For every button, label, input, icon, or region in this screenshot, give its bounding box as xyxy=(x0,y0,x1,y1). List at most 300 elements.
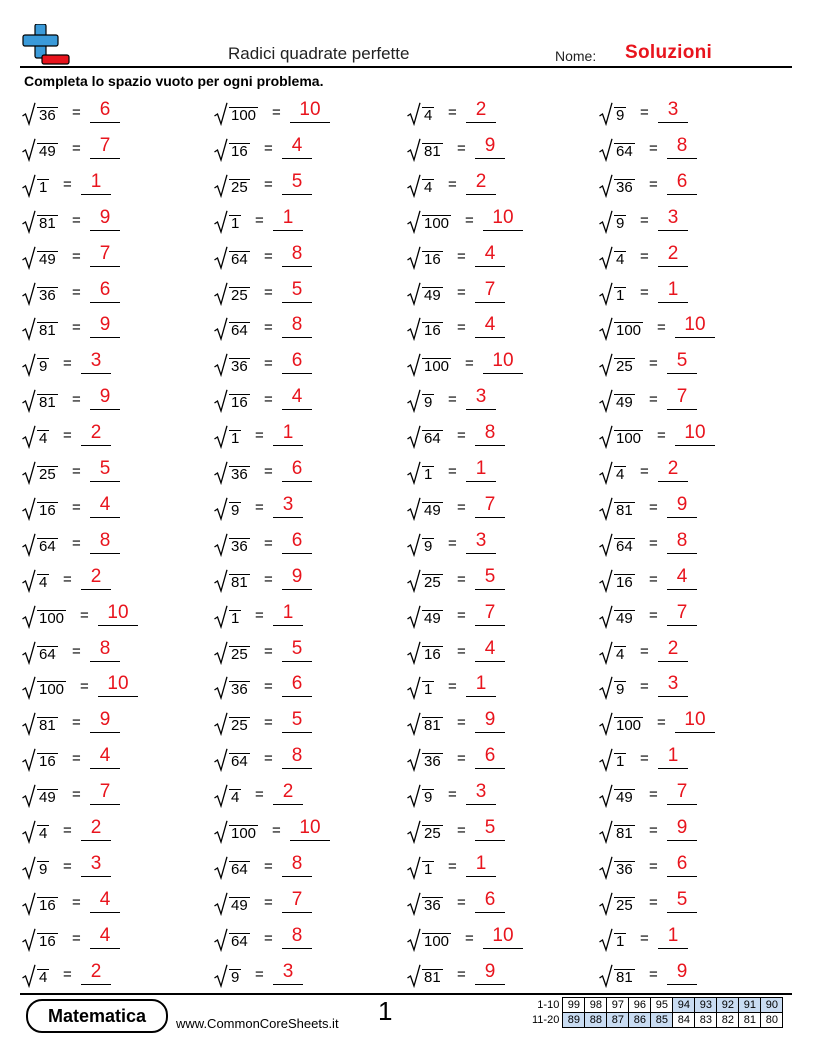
square-root-icon xyxy=(599,641,613,665)
square-root-icon xyxy=(22,497,36,521)
equals-sign: = xyxy=(264,283,273,301)
square-root-icon xyxy=(407,533,421,557)
equals-sign: = xyxy=(264,929,273,947)
equals-sign: = xyxy=(457,319,466,337)
answer-blank[interactable]: 2 xyxy=(466,100,496,123)
answer-blank[interactable]: 8 xyxy=(282,315,312,338)
equals-sign: = xyxy=(640,283,649,301)
square-root-icon xyxy=(214,425,228,449)
radical-expression xyxy=(214,712,250,736)
score-cell: 98 xyxy=(585,998,607,1013)
radical-expression xyxy=(599,389,635,413)
answer-blank[interactable]: 7 xyxy=(90,244,120,267)
radical-expression xyxy=(599,676,626,700)
answer-blank[interactable]: 2 xyxy=(658,459,688,482)
square-root-icon xyxy=(599,964,613,988)
answer-blank[interactable]: 6 xyxy=(475,746,505,769)
square-root-icon xyxy=(22,174,36,198)
answer-blank[interactable]: 1 xyxy=(273,603,303,626)
radicand: 1 xyxy=(424,681,433,699)
answer-blank[interactable]: 9 xyxy=(475,962,505,985)
answer-blank[interactable]: 9 xyxy=(475,710,505,733)
equals-sign: = xyxy=(649,355,658,373)
radicand: 25 xyxy=(231,645,248,663)
radicand: 1 xyxy=(616,932,625,950)
answer-blank[interactable]: 2 xyxy=(658,244,688,267)
answer-blank[interactable]: 5 xyxy=(282,172,312,195)
answer-blank[interactable]: 10 xyxy=(98,603,138,626)
equals-sign: = xyxy=(649,534,658,552)
equals-sign: = xyxy=(649,391,658,409)
radicand: 64 xyxy=(39,537,56,555)
radical-expression xyxy=(407,353,451,377)
radicand: 100 xyxy=(39,609,65,627)
radicand: 100 xyxy=(231,107,257,124)
answer-blank[interactable]: 9 xyxy=(90,710,120,733)
answer-blank[interactable]: 1 xyxy=(273,208,303,231)
radicand: 81 xyxy=(424,717,441,735)
radical-expression xyxy=(407,964,443,988)
equals-sign: = xyxy=(72,104,81,121)
radicand: 49 xyxy=(39,142,56,160)
answer-blank[interactable]: 10 xyxy=(675,315,715,338)
radicand: 100 xyxy=(616,430,642,448)
answer-blank[interactable]: 3 xyxy=(81,351,111,374)
radical-expression xyxy=(599,102,626,126)
equals-sign: = xyxy=(457,893,466,911)
equals-sign: = xyxy=(457,606,466,624)
answer-blank[interactable]: 7 xyxy=(475,280,505,303)
answer-blank[interactable]: 2 xyxy=(273,782,303,805)
answer-blank[interactable]: 8 xyxy=(282,854,312,877)
radical-expression xyxy=(22,964,49,988)
answer-blank[interactable]: 10 xyxy=(290,100,330,123)
radicand: 81 xyxy=(616,968,633,986)
radical-expression xyxy=(214,856,250,880)
square-root-icon xyxy=(214,676,228,700)
answer-blank[interactable]: 10 xyxy=(675,423,715,446)
answer-blank[interactable]: 7 xyxy=(667,782,697,805)
equals-sign: = xyxy=(457,283,466,301)
square-root-icon xyxy=(407,856,421,880)
equals-sign: = xyxy=(80,606,89,624)
answer-blank[interactable]: 2 xyxy=(658,639,688,662)
equals-sign: = xyxy=(264,319,273,337)
radicand: 16 xyxy=(424,250,441,268)
radical-expression xyxy=(22,353,49,377)
answer-blank[interactable]: 2 xyxy=(81,423,111,446)
answer-blank[interactable]: 10 xyxy=(483,208,523,231)
square-root-icon xyxy=(599,712,613,736)
radicand: 9 xyxy=(424,789,433,807)
square-root-icon xyxy=(214,605,228,629)
radicand: 25 xyxy=(39,466,56,483)
radical-expression xyxy=(407,102,434,126)
equals-sign: = xyxy=(465,929,474,947)
equals-sign: = xyxy=(72,319,81,337)
square-root-icon xyxy=(599,748,613,772)
radical-expression xyxy=(22,820,49,844)
answer-blank[interactable]: 10 xyxy=(483,351,523,374)
equals-sign: = xyxy=(264,642,273,660)
equals-sign: = xyxy=(264,355,273,373)
square-root-icon xyxy=(407,748,421,772)
score-cell: 94 xyxy=(673,998,695,1013)
radicand: 36 xyxy=(231,537,248,555)
answer-blank[interactable]: 8 xyxy=(90,531,120,554)
radicand: 16 xyxy=(231,142,248,160)
answer-blank[interactable]: 8 xyxy=(282,244,312,267)
answer-blank[interactable]: 4 xyxy=(90,890,120,913)
radicand: 49 xyxy=(39,789,56,807)
answer-blank[interactable]: 2 xyxy=(466,172,496,195)
square-root-icon xyxy=(214,964,228,988)
radical-expression xyxy=(214,784,241,808)
radical-expression xyxy=(214,246,250,270)
square-root-icon xyxy=(22,964,36,988)
equals-sign: = xyxy=(465,355,474,373)
radicand: 64 xyxy=(231,753,248,771)
equals-sign: = xyxy=(657,714,666,732)
radicand: 9 xyxy=(39,358,48,376)
radical-expression xyxy=(407,389,434,413)
square-root-icon xyxy=(599,605,613,629)
radical-expression xyxy=(214,748,250,772)
radicand: 100 xyxy=(424,214,450,232)
answer-blank[interactable]: 3 xyxy=(273,962,303,985)
answer-blank[interactable]: 1 xyxy=(658,926,688,949)
answer-blank[interactable]: 7 xyxy=(282,890,312,913)
answer-blank[interactable]: 10 xyxy=(290,818,330,841)
answer-blank[interactable]: 8 xyxy=(90,639,120,662)
answer-blank[interactable]: 9 xyxy=(282,567,312,590)
answer-blank[interactable]: 4 xyxy=(667,567,697,590)
radical-expression xyxy=(407,856,434,880)
radical-expression xyxy=(599,353,635,377)
radicand: 81 xyxy=(424,968,441,986)
answer-blank[interactable]: 9 xyxy=(667,818,697,841)
square-root-icon xyxy=(214,461,228,485)
answer-blank[interactable]: 5 xyxy=(90,459,120,482)
radicand: 81 xyxy=(616,501,633,519)
equals-sign: = xyxy=(72,211,81,229)
answer-blank[interactable]: 3 xyxy=(466,387,496,410)
radical-expression xyxy=(599,533,635,557)
radicand: 100 xyxy=(424,358,450,376)
answer-blank[interactable]: 7 xyxy=(90,782,120,805)
square-root-icon xyxy=(214,641,228,665)
answer-blank[interactable]: 3 xyxy=(658,100,688,123)
square-root-icon xyxy=(407,102,421,126)
radical-expression xyxy=(214,210,241,234)
equals-sign: = xyxy=(255,786,264,804)
square-root-icon xyxy=(599,389,613,413)
radicand: 49 xyxy=(616,394,633,412)
score-cell: 91 xyxy=(739,998,761,1013)
radical-expression xyxy=(407,641,443,665)
brand-badge: Matematica xyxy=(26,999,168,1033)
radicand: 1 xyxy=(616,753,625,771)
square-root-icon xyxy=(22,712,36,736)
equals-sign: = xyxy=(448,104,457,121)
radical-expression xyxy=(599,892,635,916)
radicand: 36 xyxy=(231,681,248,699)
square-root-icon xyxy=(599,353,613,377)
radicand: 16 xyxy=(39,753,56,771)
square-root-icon xyxy=(214,282,228,306)
square-root-icon xyxy=(407,425,421,449)
equals-sign: = xyxy=(649,786,658,804)
answer-blank[interactable]: 9 xyxy=(475,136,505,159)
equals-sign: = xyxy=(649,570,658,588)
answer-blank[interactable]: 3 xyxy=(466,782,496,805)
answer-blank[interactable]: 10 xyxy=(675,710,715,733)
answer-blank[interactable]: 7 xyxy=(475,603,505,626)
answer-blank[interactable]: 4 xyxy=(475,244,505,267)
answer-blank[interactable]: 7 xyxy=(90,136,120,159)
radical-expression xyxy=(407,712,443,736)
radicand: 64 xyxy=(39,645,56,663)
equals-sign: = xyxy=(264,534,273,552)
answer-blank[interactable]: 2 xyxy=(81,567,111,590)
radical-expression xyxy=(407,892,443,916)
answer-blank[interactable]: 7 xyxy=(667,603,697,626)
square-root-icon xyxy=(407,569,421,593)
radicand: 9 xyxy=(424,394,433,412)
equals-sign: = xyxy=(63,175,72,193)
radicand: 1 xyxy=(424,860,433,878)
answer-blank[interactable]: 8 xyxy=(667,531,697,554)
answer-blank[interactable]: 6 xyxy=(282,531,312,554)
equals-sign: = xyxy=(640,929,649,947)
answer-blank[interactable]: 6 xyxy=(667,854,697,877)
square-root-icon xyxy=(599,102,613,126)
equals-sign: = xyxy=(255,965,264,983)
name-value: Soluzioni xyxy=(625,42,713,63)
radical-expression xyxy=(214,282,250,306)
radicand: 9 xyxy=(616,681,625,699)
answer-blank[interactable]: 1 xyxy=(658,280,688,303)
equals-sign: = xyxy=(80,678,89,696)
square-root-icon xyxy=(22,856,36,880)
answer-blank[interactable]: 5 xyxy=(475,818,505,841)
radicand: 49 xyxy=(39,250,56,268)
radicand: 1 xyxy=(231,214,240,232)
radical-expression xyxy=(214,964,241,988)
answer-blank[interactable]: 5 xyxy=(282,710,312,733)
answer-blank[interactable]: 6 xyxy=(282,459,312,482)
answer-blank[interactable]: 6 xyxy=(667,172,697,195)
equals-sign: = xyxy=(264,714,273,732)
square-root-icon xyxy=(599,138,613,162)
answer-blank[interactable]: 6 xyxy=(90,280,120,303)
radical-expression xyxy=(599,317,643,341)
answer-blank[interactable]: 9 xyxy=(90,208,120,231)
radicand: 16 xyxy=(39,501,56,519)
equals-sign: = xyxy=(457,139,466,157)
answer-blank[interactable]: 9 xyxy=(667,962,697,985)
equals-sign: = xyxy=(63,427,72,445)
radicand: 36 xyxy=(231,358,248,376)
radical-expression xyxy=(214,138,250,162)
equals-sign: = xyxy=(649,857,658,875)
radical-expression xyxy=(599,641,626,665)
equals-sign: = xyxy=(640,463,649,480)
answer-blank[interactable]: 6 xyxy=(282,351,312,374)
answer-blank[interactable]: 4 xyxy=(282,136,312,159)
equals-sign: = xyxy=(448,857,457,875)
square-root-icon xyxy=(407,892,421,916)
answer-blank[interactable]: 5 xyxy=(475,567,505,590)
square-root-icon xyxy=(214,784,228,808)
equals-sign: = xyxy=(640,211,649,229)
equals-sign: = xyxy=(640,642,649,660)
equals-sign: = xyxy=(264,570,273,588)
radical-expression xyxy=(407,282,443,306)
score-range-label: 1-10 xyxy=(537,999,560,1011)
radicand: 36 xyxy=(424,896,441,914)
answer-blank[interactable]: 5 xyxy=(282,280,312,303)
answer-blank[interactable]: 10 xyxy=(483,926,523,949)
equals-sign: = xyxy=(457,822,466,839)
radical-expression xyxy=(214,676,250,700)
equals-sign: = xyxy=(72,786,81,804)
square-root-icon xyxy=(407,246,421,270)
answer-blank[interactable]: 1 xyxy=(658,746,688,769)
radical-expression xyxy=(214,317,250,341)
answer-blank[interactable]: 9 xyxy=(90,387,120,410)
square-root-icon xyxy=(599,892,613,916)
radicand: 16 xyxy=(231,394,248,412)
square-root-icon xyxy=(407,820,421,844)
answer-blank[interactable]: 6 xyxy=(475,890,505,913)
radical-expression xyxy=(22,892,58,916)
answer-blank[interactable]: 3 xyxy=(81,854,111,877)
radicand: 81 xyxy=(424,142,441,160)
answer-blank[interactable]: 4 xyxy=(475,639,505,662)
page-title: Radici quadrate perfette xyxy=(228,44,410,63)
square-root-icon xyxy=(22,282,36,306)
equals-sign: = xyxy=(72,893,81,911)
radical-expression xyxy=(22,676,66,700)
equals-sign: = xyxy=(649,498,658,516)
answer-blank[interactable]: 1 xyxy=(81,172,111,195)
radical-expression xyxy=(214,353,250,377)
radical-expression xyxy=(22,461,58,485)
equals-sign: = xyxy=(264,857,273,875)
equals-sign: = xyxy=(448,786,457,804)
equals-sign: = xyxy=(63,355,72,373)
radicand: 4 xyxy=(231,789,240,807)
square-root-icon xyxy=(599,533,613,557)
square-root-icon xyxy=(599,210,613,234)
answer-blank[interactable]: 1 xyxy=(466,674,496,697)
square-root-icon xyxy=(599,820,613,844)
equals-sign: = xyxy=(72,498,81,516)
answer-blank[interactable]: 8 xyxy=(475,423,505,446)
answer-blank[interactable]: 3 xyxy=(466,531,496,554)
answer-blank[interactable]: 2 xyxy=(81,962,111,985)
radical-expression xyxy=(407,928,451,952)
radical-expression xyxy=(214,892,250,916)
score-row xyxy=(530,998,783,1013)
answer-blank[interactable]: 5 xyxy=(667,890,697,913)
radicand: 16 xyxy=(39,932,56,950)
square-root-icon xyxy=(22,533,36,557)
square-root-icon xyxy=(214,102,228,126)
answer-blank[interactable]: 5 xyxy=(282,639,312,662)
radical-expression xyxy=(599,282,626,306)
answer-blank[interactable]: 4 xyxy=(282,387,312,410)
answer-blank[interactable]: 1 xyxy=(466,459,496,482)
square-root-icon xyxy=(214,389,228,413)
radical-expression xyxy=(22,497,58,521)
score-cell: 95 xyxy=(651,998,673,1013)
radicand: 1 xyxy=(424,466,433,483)
radical-expression xyxy=(22,317,58,341)
answer-blank[interactable]: 4 xyxy=(90,495,120,518)
equals-sign: = xyxy=(457,570,466,588)
radical-expression xyxy=(22,138,58,162)
answer-blank[interactable]: 9 xyxy=(667,495,697,518)
footer-divider xyxy=(20,993,792,995)
answer-blank[interactable]: 7 xyxy=(475,495,505,518)
square-root-icon xyxy=(407,605,421,629)
plus-minus-logo-icon xyxy=(22,24,70,66)
square-root-icon xyxy=(214,892,228,916)
answer-blank[interactable]: 10 xyxy=(98,674,138,697)
radical-expression xyxy=(599,174,635,198)
square-root-icon xyxy=(22,569,36,593)
answer-blank[interactable]: 8 xyxy=(282,746,312,769)
answer-blank[interactable]: 1 xyxy=(273,423,303,446)
radicand: 9 xyxy=(39,860,48,878)
equals-sign: = xyxy=(264,391,273,409)
radicand: 16 xyxy=(616,573,633,591)
answer-blank[interactable]: 2 xyxy=(81,818,111,841)
radical-expression xyxy=(214,641,250,665)
answer-blank[interactable]: 8 xyxy=(282,926,312,949)
answer-blank[interactable]: 4 xyxy=(90,746,120,769)
answer-blank[interactable]: 9 xyxy=(90,315,120,338)
equals-sign: = xyxy=(72,642,81,660)
square-root-icon xyxy=(407,676,421,700)
radical-expression xyxy=(214,102,258,126)
answer-blank[interactable]: 3 xyxy=(658,674,688,697)
radicand: 16 xyxy=(39,896,56,914)
radicand: 100 xyxy=(616,322,642,340)
radicand: 1 xyxy=(616,286,625,304)
answer-blank[interactable]: 4 xyxy=(475,315,505,338)
square-root-icon xyxy=(22,784,36,808)
answer-blank[interactable]: 6 xyxy=(90,100,120,123)
radical-expression xyxy=(214,820,258,844)
equals-sign: = xyxy=(264,247,273,265)
square-root-icon xyxy=(214,497,228,521)
answer-blank[interactable]: 8 xyxy=(667,136,697,159)
radical-expression xyxy=(407,748,443,772)
answer-blank[interactable]: 7 xyxy=(667,387,697,410)
answer-blank[interactable]: 1 xyxy=(466,854,496,877)
equals-sign: = xyxy=(457,714,466,732)
answer-blank[interactable]: 3 xyxy=(273,495,303,518)
answer-blank[interactable]: 6 xyxy=(282,674,312,697)
equals-sign: = xyxy=(649,893,658,911)
answer-blank[interactable]: 3 xyxy=(658,208,688,231)
answer-blank[interactable]: 4 xyxy=(90,926,120,949)
answer-blank[interactable]: 5 xyxy=(667,351,697,374)
equals-sign: = xyxy=(448,678,457,696)
